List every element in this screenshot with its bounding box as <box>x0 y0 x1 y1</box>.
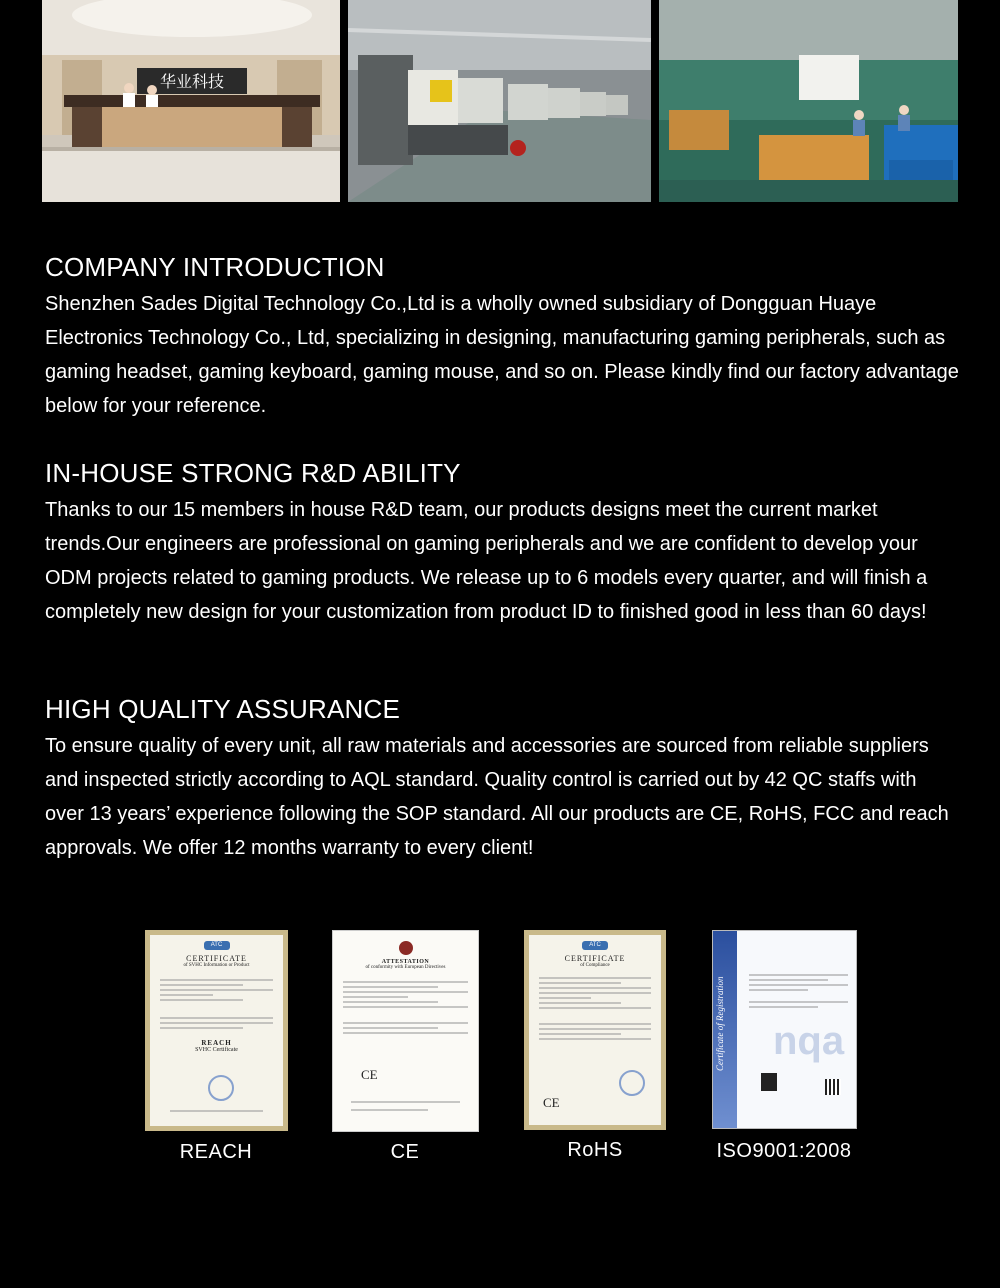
quality-assurance-section <box>45 693 960 865</box>
assembly-line-photo <box>659 0 958 202</box>
rohs-certificate <box>524 930 666 1161</box>
ce-mark: CE <box>361 1067 378 1082</box>
accreditation-logo <box>761 1073 777 1091</box>
section-title: HIGH QUALITY ASSURANCE <box>45 694 401 724</box>
certificate-label: REACH <box>201 1039 232 1047</box>
certificate-caption: ISO9001:2008 <box>716 1140 852 1162</box>
seal-icon <box>619 1070 645 1096</box>
certificate-subheading: of SVHC Information or Product <box>183 963 250 968</box>
certificate-image <box>712 930 857 1129</box>
section-title: IN-HOUSE STRONG R&D ABILITY <box>45 458 461 488</box>
section-body: Shenzhen Sades Digital Technology Co.,Ltd is a wholly owned subsidiary of Dongguan Huaye Electronics Technology Co., Ltd, specializing in designing, manufacturing gaming peripherals, such as gaming headset, gaming keyboard, gaming mouse, and so on. Please kindly find our factory advantage below for your reference. <box>45 293 959 417</box>
reach-certificate <box>145 930 288 1163</box>
certificate-image <box>332 930 479 1132</box>
reception-photo <box>42 0 340 202</box>
certificate-caption: RoHS <box>567 1139 623 1161</box>
factory-photo-strip <box>42 0 958 202</box>
certificate-label-2: SVHC Certificate <box>195 1047 238 1053</box>
band-text: Certificate of Registration <box>715 976 725 1071</box>
certificate-caption: REACH <box>179 1141 253 1163</box>
nqa-watermark: nqa <box>773 1019 845 1063</box>
qr-code-icon <box>825 1079 841 1095</box>
ce-mark: CE <box>543 1095 560 1110</box>
company-introduction-section <box>45 251 960 423</box>
certificate-heading: CERTIFICATE <box>564 954 626 963</box>
section-body: Thanks to our 15 members in house R&D team, our products designs meet the current market trends.Our engineers are professional on gaming peripherals and we are confident to develop your ODM projects related to gaming products. We release up to 6 models every quarter, and will finish a completely new design for your customization from product ID to finished good in less than 60 days! <box>45 499 928 623</box>
atc-logo: ATC <box>582 941 608 950</box>
certificate-side-band <box>713 931 737 1128</box>
rd-ability-section <box>45 457 960 629</box>
ce-certificate <box>332 930 479 1163</box>
certificate-heading: CERTIFICATE <box>186 954 247 963</box>
atc-logo: ATC <box>204 941 230 950</box>
reception-sign-text: 华业科技 <box>159 72 225 91</box>
certificate-heading: ATTESTATION <box>381 959 430 965</box>
section-body: To ensure quality of every unit, all raw materials and accessories are sourced from reliable suppliers and inspected strictly according to AQL standard. Quality control is carried out by 42 QC staffs with over 13 years’ experience following the SOP standard. All our products are CE, RoHS, FCC and reach approvals. We offer 12 months warranty to every client! <box>45 735 949 859</box>
emblem-icon <box>399 941 413 955</box>
iso-certificate <box>712 930 857 1162</box>
injection-workshop-photo <box>348 0 651 202</box>
certificate-image <box>145 930 288 1131</box>
section-title: COMPANY INTRODUCTION <box>45 252 385 282</box>
certificate-caption: CE <box>390 1141 420 1163</box>
seal-icon <box>208 1075 234 1101</box>
certificate-subheading: of conformity with European Directives <box>365 965 446 970</box>
certificate-subheading: of Compliance <box>580 963 610 968</box>
certificate-image <box>524 930 666 1130</box>
